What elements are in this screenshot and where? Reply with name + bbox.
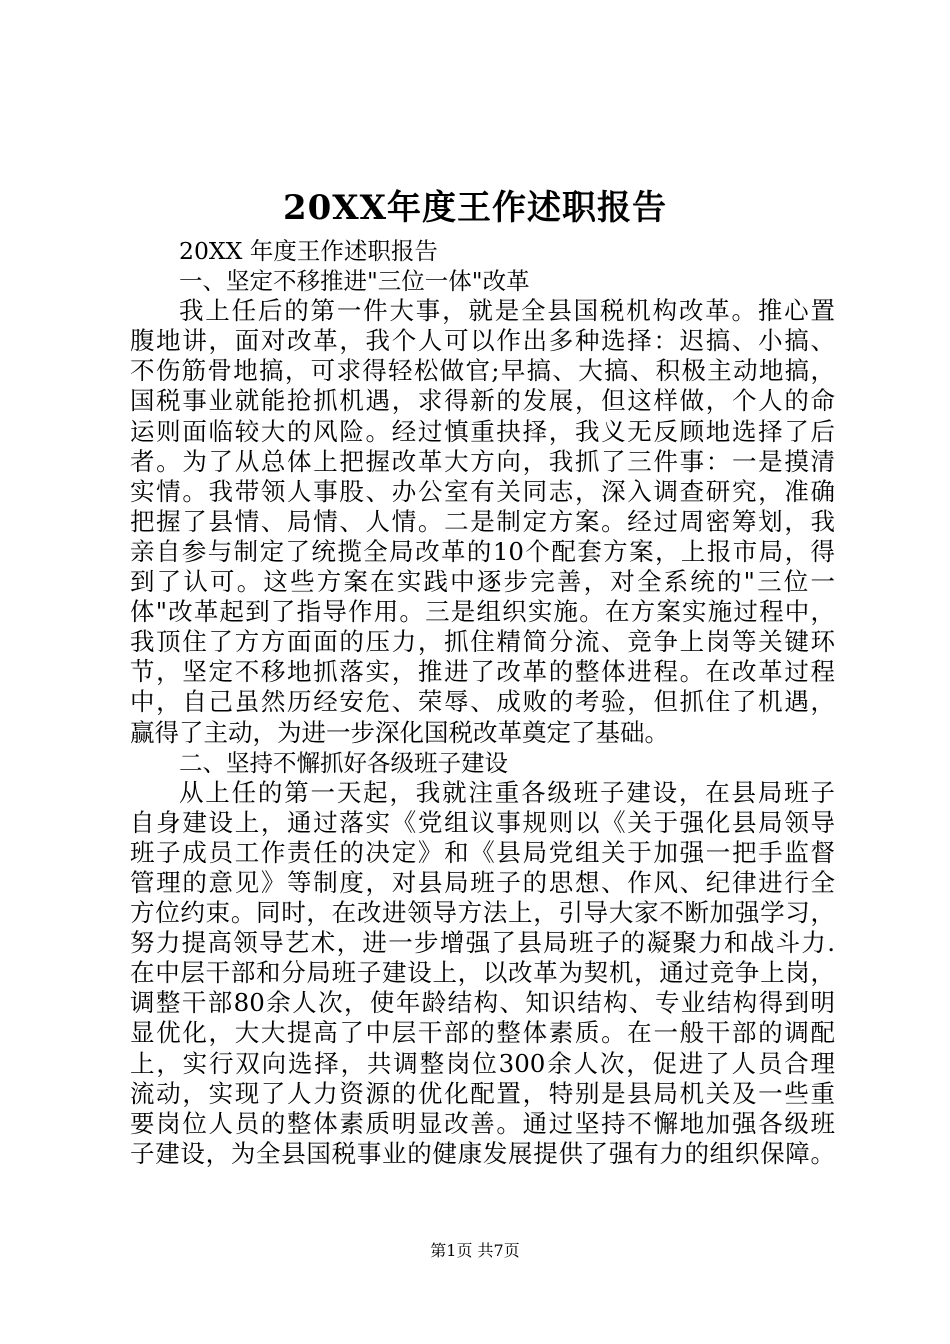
text-line: 要岗位人员的整体素质明显改善。通过坚持不懈地加强各级班: [130, 1108, 835, 1138]
text-line: 管理的意见》等制度，对县局班子的思想、作风、纪律进行全: [130, 867, 835, 897]
text-line: 亲自参与制定了统揽全局改革的10个配套方案，上报市局，得: [130, 536, 835, 566]
text-line: 体"改革起到了指导作用。三是组织实施。在方案实施过程中，: [130, 597, 835, 627]
text-line: 从上任的第一天起，我就注重各级班子建设，在县局班子: [179, 777, 835, 807]
text-line: 在中层干部和分局班子建设上，以改革为契机，通过竞争上岗，: [130, 958, 835, 988]
text-line: 不伤筋骨地搞，可求得轻松做官;早搞、大搞、积极主动地搞，: [130, 356, 835, 386]
text-line: 到了认可。这些方案在实践中逐步完善，对全系统的"三位一: [130, 567, 835, 597]
text-line: 流动，实现了人力资源的优化配置，特别是县局机关及一些重: [130, 1078, 835, 1108]
text-line: 腹地讲，面对改革，我个人可以作出多种选择：迟搞、小搞、: [130, 326, 835, 356]
text-line: 我顶住了方方面面的压力，抓住精简分流、竞争上岗等关键环: [130, 627, 835, 657]
text-line: 者。为了从总体上把握改革大方向，我抓了三件事：一是摸清: [130, 446, 835, 476]
text-line: 20XX 年度王作述职报告: [179, 237, 438, 265]
document-title: 20XX年度王作述职报告: [282, 188, 668, 228]
text-line: 调整干部80余人次，使年龄结构、知识结构、专业结构得到明: [130, 988, 835, 1018]
text-line: 自身建设上，通过落实《党组议事规则以《关于强化县局领导: [130, 807, 835, 837]
text-line: 方位约束。同时，在改进领导方法上，引导大家不断加强学习，: [130, 898, 835, 928]
text-line: 国税事业就能抢抓机遇，求得新的发展，但这样做，个人的命: [130, 386, 835, 416]
text-line: 子建设，为全县国税事业的健康发展提供了强有力的组织保障。: [130, 1138, 835, 1168]
text-line: 我上任后的第一件大事，就是全县国税机构改革。推心置: [179, 296, 835, 326]
text-line: 上，实行双向选择，共调整岗位300余人次，促进了人员合理: [130, 1048, 835, 1078]
text-line: 班子成员工作责任的决定》和《县局党组关于加强一把手监督: [130, 837, 835, 867]
text-line: 把握了县情、局情、人情。二是制定方案。经过周密筹划，我: [130, 506, 835, 536]
text-line: 运则面临较大的风险。经过慎重抉择，我义无反顾地选择了后: [130, 416, 835, 446]
text-line: 显优化，大大提高了中层干部的整体素质。在一般干部的调配: [130, 1018, 835, 1048]
text-line: 赢得了主动，为进一步深化国税改革奠定了基础。: [130, 717, 669, 747]
text-line: 努力提高领导艺术，进一步增强了县局班子的凝聚力和战斗力.: [130, 928, 835, 958]
document-body: [130, 236, 835, 1169]
text-line: 一、坚定不移推进"三位一体"改革: [179, 267, 530, 296]
text-line: 节，坚定不移地抓落实，推进了改革的整体进程。在改革过程: [130, 657, 835, 687]
text-line: 二、坚持不懈抓好各级班子建设: [179, 748, 508, 777]
text-line: 实情。我带领人事股、办公室有关同志，深入调查研究，准确: [130, 476, 835, 506]
page-footer: 第1页 共7页: [430, 1241, 520, 1260]
text-line: 中，自己虽然历经安危、荣辱、成败的考验，但抓住了机遇，: [130, 687, 835, 717]
